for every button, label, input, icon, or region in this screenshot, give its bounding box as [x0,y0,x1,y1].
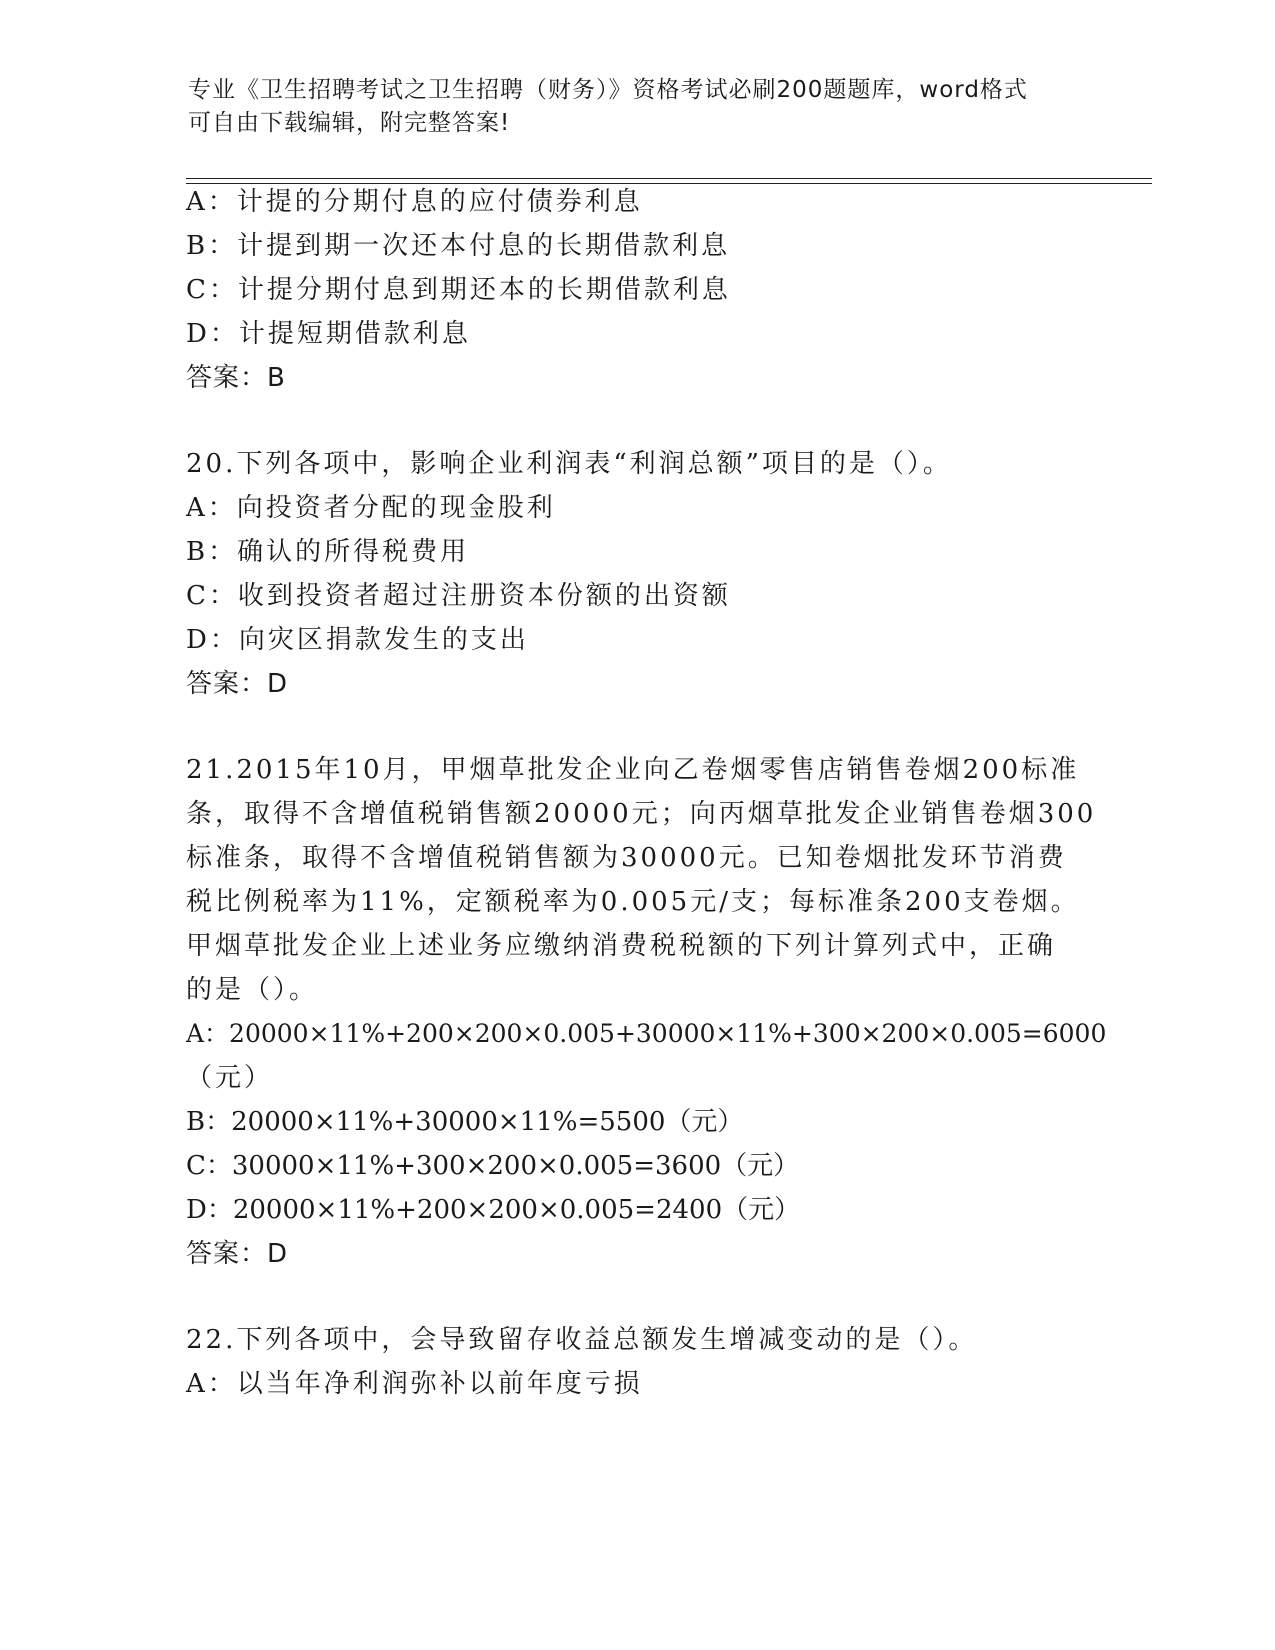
q19-answer: 答案：B [186,363,286,393]
header-line-2: 可自由下载编辑，附完整答案! [188,110,511,136]
q22-option-a: A：以当年净利润弥补以前年度亏损 [186,1369,643,1399]
q19-option-b: B：计提到期一次还本付息的长期借款利息 [186,231,731,261]
q20-answer: 答案：D [186,669,289,699]
q19-option-d: D：计提短期借款利息 [186,319,471,349]
q21-option-a-cont: （元） [186,1063,274,1093]
q20-option-a: A：向投资者分配的现金股利 [186,493,556,523]
document-header [188,74,1068,140]
header-divider-top [186,178,1152,179]
q19-option-c: C：计提分期付息到期还本的长期借款利息 [186,275,731,305]
q20-option-d: D：向灾区捐款发生的支出 [186,625,529,655]
q21-stem-line-2: 条，取得不含增值税销售额20000元；向丙烟草批发企业销售卷烟300 [186,799,1097,829]
q21-stem-line-1: 21.2015年10月，甲烟草批发企业向乙卷烟零售店销售卷烟200标准 [186,755,1080,785]
q21-stem-line-4: 税比例税率为11%，定额税率为0.005元/支；每标准条200支卷烟。 [186,887,1080,917]
q21-option-b: B：20000×11%+30000×11%=5500（元） [186,1107,744,1137]
q21-option-c: C：30000×11%+300×200×0.005=3600（元） [186,1151,800,1181]
q21-stem-line-3: 标准条，取得不含增值税销售额为30000元。已知卷烟批发环节消费 [186,843,1067,873]
q22-stem: 22.下列各项中，会导致留存收益总额发生增减变动的是（）。 [186,1325,978,1355]
q20-option-c: C：收到投资者超过注册资本份额的出资额 [186,581,731,611]
q21-stem-line-6: 的是（）。 [186,975,319,1005]
q20-option-b: B：确认的所得税费用 [186,537,470,567]
q20-stem: 20.下列各项中，影响企业利润表“利润总额”项目的是（）。 [186,449,952,479]
q21-answer: 答案：D [186,1239,289,1269]
q21-option-a: A：20000×11%+200×200×0.005+30000×11%+300×200×0.005=6000 [186,1019,1107,1048]
q19-option-a: A：计提的分期付息的应付债券利息 [186,187,643,217]
q21-option-d: D：20000×11%+200×200×0.005=2400（元） [186,1195,801,1225]
q21-stem-line-5: 甲烟草批发企业上述业务应缴纳消费税税额的下列计算列式中，正确 [186,931,1057,961]
header-line-1: 专业《卫生招聘考试之卫生招聘（财务）》资格考试必刷200题题库，word格式 [188,77,1028,103]
